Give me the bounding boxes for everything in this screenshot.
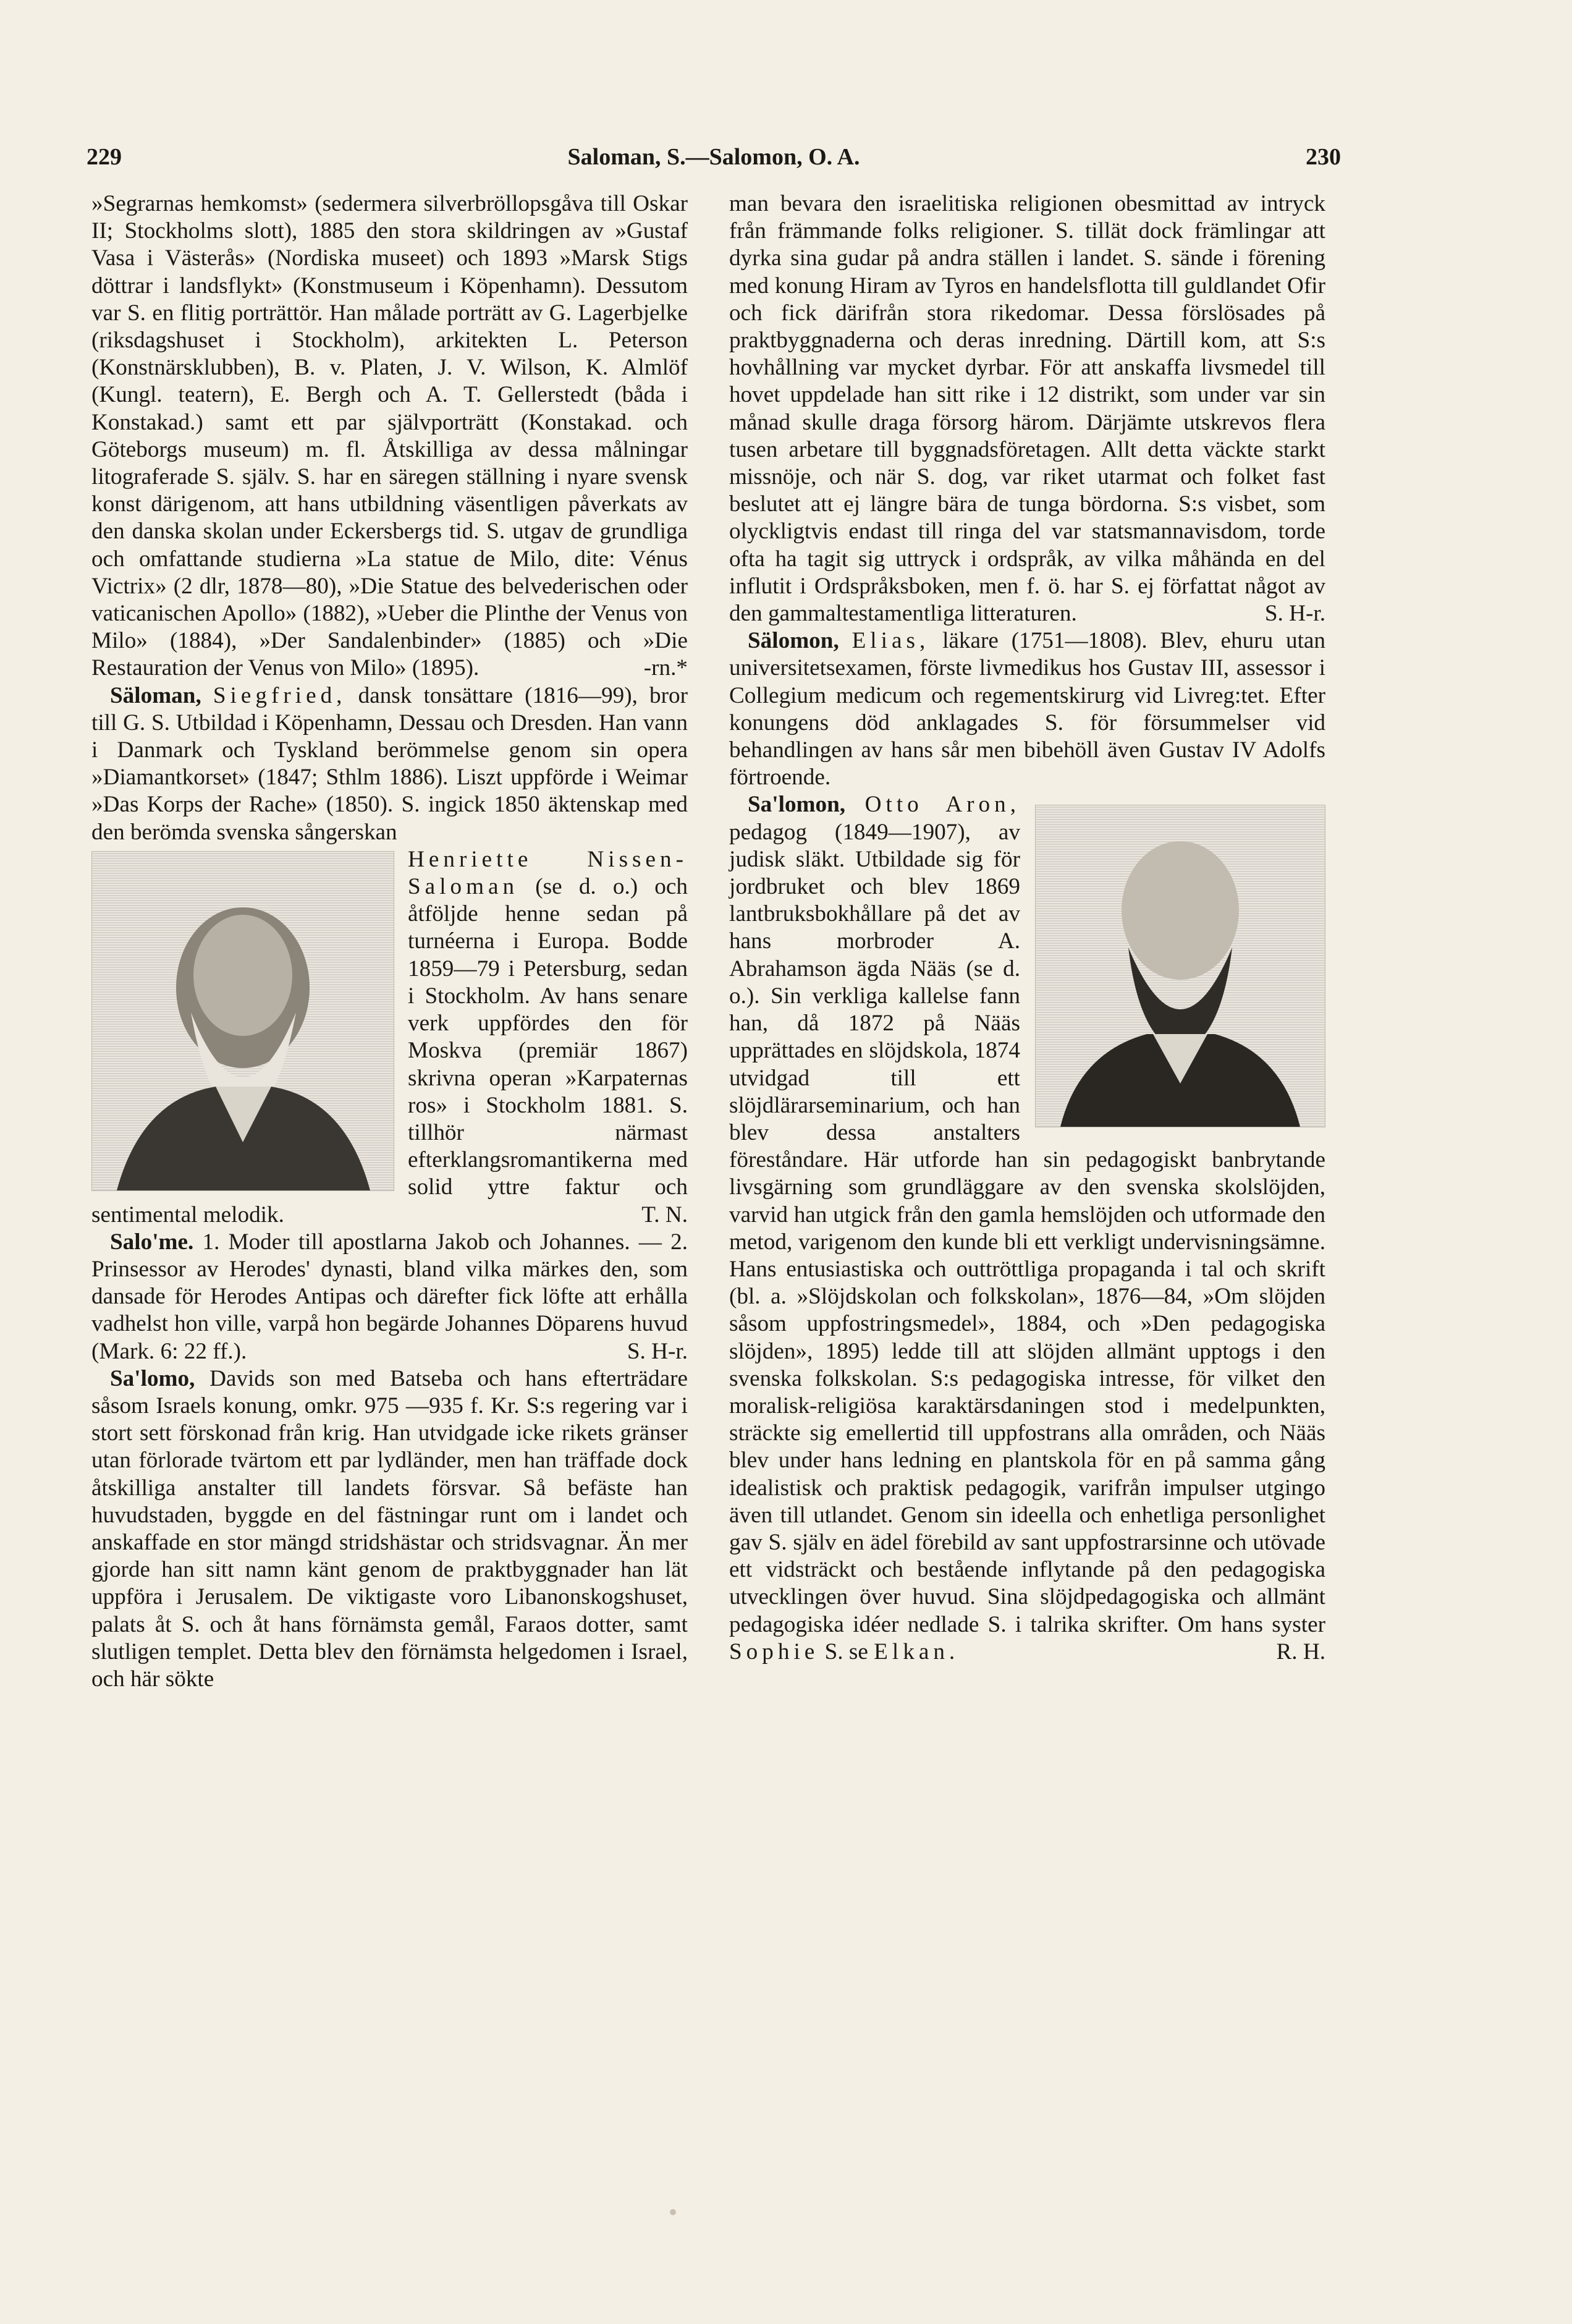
left-column <box>91 190 688 1693</box>
running-title: Saloman, S.—Salomon, O. A. <box>567 144 860 170</box>
right-column <box>729 190 1325 1666</box>
entry-elias-salomon: Sälomon, Elias, läkare (1751—1808). Blev, ehuru utan universitetsexamen, förste livmedikus hos Gustav III, assessor i Collegium medicum och regementskirurg vid Livreg:tet. Efter konungens död anklagades S. för försummelser vid behandlingen av hans sår men bibehöll även Gustav IV Adolfs förtroende. <box>729 628 1326 791</box>
sister-name: Sophie <box>729 1639 819 1665</box>
spouse-name: Henriette Nissen-Saloman <box>408 846 688 900</box>
cross-reference: Elkan. <box>874 1639 960 1665</box>
entry-given-name: Siegfried, <box>213 682 347 708</box>
signature: R. H. <box>1276 1639 1325 1665</box>
continued-paragraph: man bevara den israelitiska religionen obesmittad av intryck från främmande folks religioner. S. tillät dock främlingar att dyrka sina gudar på andra ställen i landet. S. sände i förening med konung Hiram av Tyros en handelsflotta till guldlandet Ofir och fick därifrån stora rikedomar. Dessa förslösades på praktbyggnaderna och deras inredning. Därtill kom, att S:s hovhållning var mycket dyrbar. För att anskaffa livsmedel till hovet uppdelade han sitt rike i 12 distrikt, som under var sin månad skulle draga försorg härom. Därjämte utskrevos flera tusen arbetare till byggnadsföretagen. Allt detta väckte starkt missnöje, och när S. dog, var riket utarmat och folket fast beslutet att ej längre bära de tunga bördorna. S:s visbet, som olyckligtvis endast till ringa del var statsmannavisdom, torde ofta ha tagit sig uttryck i ordspråk, av vilka måhända en del influtit i Ordspråksboken, men f. ö. har S. ej författat något av den gammaltestamentliga litteraturen. S. H-r. <box>729 190 1325 627</box>
entry-headword: Salo'me. <box>110 1229 194 1255</box>
page-number-left: 229 <box>87 144 122 170</box>
entry-siegfried-continued: Henriette Nissen-Saloman (se d. o.) och åtföljde henne sedan på turnéerna i Europa. Bodde 1859—79 i Petersburg, sedan i Stockholm. Av hans senare verk uppfördes den för Moskva (premiär 1867) skrivna operan »Karpaternas ros» i Stockholm 1881. S. tillhör närmast efterklangsromantikerna med solid yttre faktur och sentimental melodik. T. N. <box>91 846 688 1229</box>
entry-salomo: Sa'lomo, Davids son med Batseba och hans efterträdare såsom Israels konung, omkr. 975 —935 f. Kr. S:s regering var i stort sett förskonad från krig. Han utvidgade icke rikets gränser utan förlorade tvärtom ett par lydländer, men han träffade dock åtskilliga anstalter till landets försvar. Så befäste han huvudstaden, byggde en del fästningar runt om i landet och anskaffade en stor mängd stridshästar och stridsvagnar. Än mer gjorde han sitt namn känt genom de praktbyggnader han lät uppföra i Jerusalem. De viktigaste voro Libanonskogshuset, palats åt S. och åt hans förnämsta gemål, Faraos dotter, samt slutligen templet. Detta blev den förnämsta helgedomen i Israel, och här sökte <box>91 1365 688 1692</box>
signature: T. N. <box>641 1202 688 1228</box>
entry-given-name: Elias, <box>852 628 930 654</box>
running-header <box>87 143 1341 180</box>
portrait-otto-aron-salomon <box>1035 805 1325 1127</box>
paper-speck <box>670 2209 676 2215</box>
entry-headword: Sälomon, <box>748 628 839 654</box>
entry-siegfried-saloman: Säloman, Siegfried, dansk tonsättare (1816—99), bror till G. S. Utbildad i Köpenhamn, Dessau och Dresden. Han vann i Danmark och Tyskland berömmelse genom sin opera »Diamantkorset» (1847; Sthlm 1886). Liszt uppförde i Weimar »Das Korps der Rache» (1850). S. ingick 1850 äktenskap med den berömda svenska sångerskan <box>91 682 688 845</box>
continued-paragraph: »Segrarnas hemkomst» (sedermera silverbröllopsgåva till Oskar II; Stockholms slott), 1885 den stora skildringen av »Gustaf Vasa i Västerås» (Nordiska museet) och 1893 »Marsk Stigs döttrar i landsflykt» (Konstmuseum i Köpenhamn). Dessutom var S. en flitig porträttör. Han målade porträtt av G. Lagerbjelke (riksdagshuset i Stockholm), arkitekten L. Peterson (Konstnärsklubben), B. v. Platen, J. V. Wilson, K. Almlöf (Kungl. teatern), E. Bergh och A. T. Gellerstedt (båda i Konstakad.) samt ett par självporträtt (Konstakad. och Göteborgs museum) m. fl. Åtskilliga av dessa målningar litograferade S. själv. S. har en säregen ställning i nyare svensk konst därigenom, att hans utbildning väsentligen påverkats av den danska skolan under Eckersbergs tid. S. utgav de grundliga och omfattande studierna »La statue de Milo, dite: Vénus Victrix» (2 dlr, 1878—80), »Die Statue des belvederischen oder vaticanischen Apollo» (1882), »Ueber die Plinthe der Venus von Milo» (1884), »Der Sandalenbinder» (1885) och »Die Restauration der Venus von Milo» (1895). -rn.* <box>91 190 688 682</box>
signature: S. H-r. <box>627 1338 688 1364</box>
entry-headword: Sa'lomo, <box>110 1365 195 1391</box>
entry-headword: Säloman, <box>110 682 201 708</box>
signature: -rn.* <box>643 655 688 681</box>
portrait-siegfried-saloman <box>91 851 394 1191</box>
page-number-right: 230 <box>1306 144 1341 170</box>
entry-salome: Salo'me. 1. Moder till apostlarna Jakob och Johannes. — 2. Prinsessor av Herodes' dynasti, bland vilka märkes den, som dansade för Herodes Antipas och därefter fick löfte att erhålla vadhelst hon ville, varpå hon begärde Johannes Döparens huvud (Mark. 6: 22 ff.). S. H-r. <box>91 1229 688 1365</box>
entry-given-name: Otto Aron, <box>864 792 1020 818</box>
entry-headword: Sa'lomon, <box>748 792 846 818</box>
signature: S. H-r. <box>1264 601 1325 627</box>
entry-otto-aron-salomon: Sa'lomon, Otto Aron, pedagog (1849—1907), av judisk släkt. Utbildade sig för jordbruket och blev 1869 lantbruksbokhållare på det av hans morbroder A. Abrahamson ägda Nääs (se d. o.). Sin verkliga kallelse fann han, då 1872 på Nääs upprättades en slöjdskola, 1874 utvidgad till ett slöjdlärarseminarium, och han blev dessa anstalters föreståndare. Här utforde han sin pedagogiskt banbrytande livsgärning som grundläggare av den svenska skolslöjden, varvid han utgick från den gamla hemslöjden och utformade den metod, varigenom den kunde bli ett verkligt undervisningsämne. Hans entusiastiska och outtröttliga propaganda i tal och skrift (bl. a. »Slöjdskolan och folkskolan», 1876—84, »Om slöjden såsom uppfostringsmedel», 1884, och »Den pedagogiska slöjden», 1895) ledde till att slöjden allmänt upptogs i den svenska folkskolan. S:s pedagogiska intresse, för vilket den moralisk-religiösa karaktärsdaningen stod i medelpunkten, sträckte sig emellertid till uppfostrans alla områden, och Nääs blev under hans ledning en plantskola för en på samma gång idealistisk och praktisk pedagogik, varifrån impulser utgingo även till utlandet. Genom sin ideella och enhetliga personlighet gav S. själv en ädel förebild av sant uppfostrarsinne och utövade ett vidsträckt och bestående inflytande på den pedagogiska utvecklingen över huvud. Sina slöjdpedagogiska och allmänt pedagogiska idéer nedlade S. i talrika skrifter. Om hans syster Sophie S. se Elkan. R. H. <box>729 791 1325 1666</box>
